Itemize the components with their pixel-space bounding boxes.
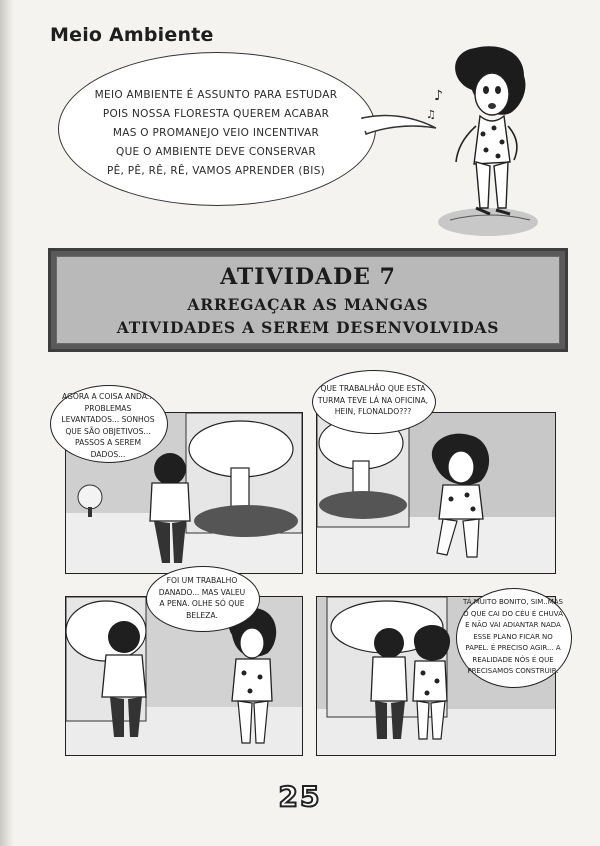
dialogue-line: REALIDADE NÓS É QUE	[472, 655, 554, 664]
book-spine-shadow	[0, 0, 14, 846]
dialogue-line: A PENA. OLHE SÓ QUE	[159, 599, 245, 608]
dialogue-line: DANADO... MAS VALEU	[158, 587, 246, 597]
song-line: POIS NOSSA FLORESTA QUEREM ACABAR	[102, 108, 330, 120]
dialogue-line: FOI UM TRABALHO	[166, 576, 238, 585]
dialogue-line: HEIN, FLONALDO???	[334, 407, 412, 416]
panel-2-scene	[317, 413, 555, 573]
song-line: MEIO AMBIENTE É ASSUNTO PARA ESTUDAR	[94, 89, 338, 101]
dialogue-line: E NÃO VAI ADIANTAR NADA	[465, 621, 561, 629]
activity-banner	[48, 248, 568, 352]
dialogue-line: LEVANTADOS... SONHOS	[61, 415, 155, 424]
song-line: PÊ, PÊ, RÊ, RÊ, VAMOS APRENDER (BIS)	[106, 165, 326, 177]
dialogue-line: DADOS...	[90, 449, 126, 459]
dialogue-line: PRECISAMOS CONSTRUIR.	[467, 667, 559, 675]
activity-title: ATIVIDADE 7	[220, 264, 396, 290]
dialogue-line: TURMA TEVE LÁ NA OFICINA,	[317, 395, 429, 405]
activity-subtitle: ATIVIDADES A SEREM DESENVOLVIDAS	[116, 318, 500, 337]
dialogue-line: QUE SÃO OBJETIVOS...	[65, 426, 151, 436]
panel-1-dialogue	[52, 391, 164, 460]
dialogue-line: PROBLEMAS	[84, 403, 132, 413]
panel-3-dialogue	[148, 575, 256, 621]
activity-subtitle: ARREGAÇAR AS MANGAS	[187, 295, 429, 314]
song-line: MAS O PROMANEJO VEIO INCENTIVAR	[112, 127, 320, 139]
dialogue-line: PAPEL. É PRECISO AGIR... A	[465, 644, 561, 652]
song-line: QUE O AMBIENTE DEVE CONSERVAR	[116, 146, 316, 158]
dialogue-line: PASSOS A SEREM	[75, 438, 141, 447]
dialogue-line: BELEZA.	[186, 610, 218, 620]
svg-text:♪: ♪	[434, 88, 443, 104]
dialogue-line: TÁ MUITO BONITO, SIM..MAS	[463, 598, 563, 606]
dialogue-line: QUE TRABALHÃO QUE ESTA	[320, 384, 426, 393]
dialogue-line: O QUE CAI DO CÉU É CHUVA	[463, 609, 563, 618]
svg-text:♫: ♫	[426, 108, 436, 121]
dialogue-line: ESSE PLANO FICAR NO	[473, 632, 553, 641]
page-number: 25	[278, 780, 322, 813]
song-lyrics	[70, 86, 362, 181]
singing-woman-illustration	[420, 42, 550, 242]
comic-panel-2	[316, 412, 556, 574]
panel-4-dialogue	[454, 597, 572, 678]
panel-2-dialogue	[316, 383, 430, 418]
section-title: Meio Ambiente	[50, 24, 214, 46]
dialogue-line: AGORA A COISA ANDA...	[61, 392, 155, 401]
